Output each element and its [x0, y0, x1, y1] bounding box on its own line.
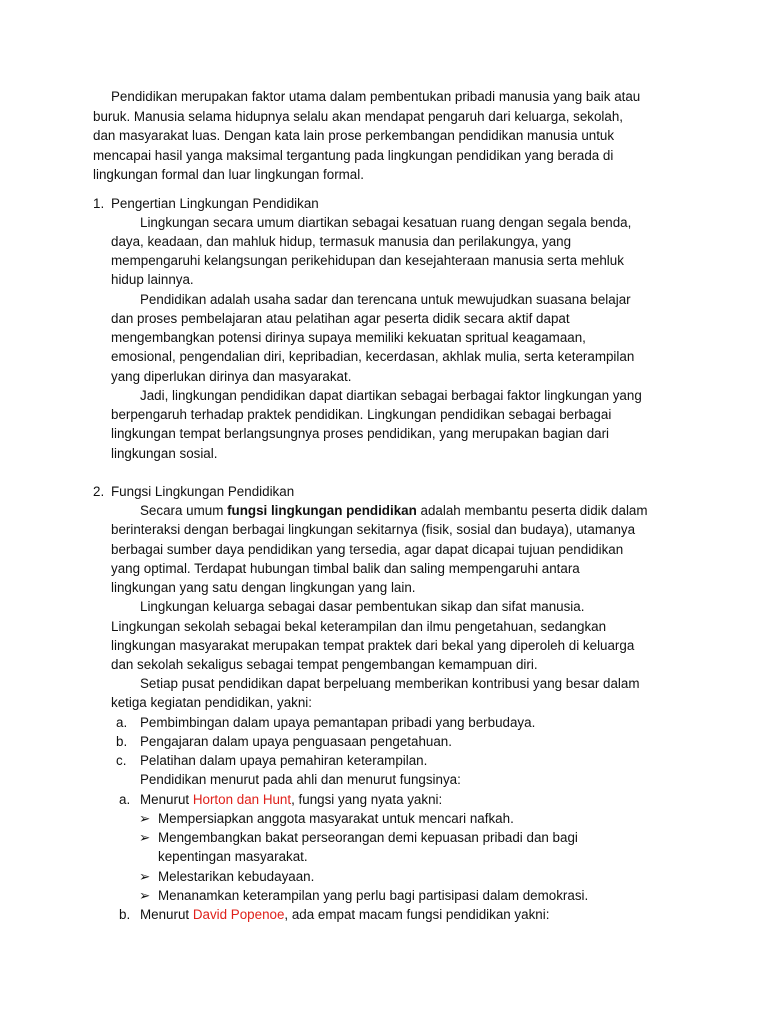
sub-item-marker: b. — [119, 907, 131, 922]
section2-line: lingkungan masyarakat merupakan tempat praktek dari bekal yang diperoleh di keluarga — [111, 638, 635, 653]
sub-item-b-post: , ada empat macam fungsi pendidikan yakni: — [284, 907, 550, 922]
section1-line: Pendidikan adalah usaha sadar dan terencana untuk mewujudkan suasana belajar — [140, 292, 631, 307]
arrow-bullet-icon: ➢ — [139, 811, 151, 826]
sub-item-a-pre: Menurut — [140, 792, 193, 807]
section2-line: yang optimal. Terdapat hubungan timbal balik dan saling mempengaruhi antara — [111, 561, 580, 576]
section2-line: ketiga kegiatan pendidikan, yakni: — [111, 695, 312, 710]
section1-line: mengembangkan potensi dirinya supaya memiliki kekuatan spritual keagamaan, — [111, 330, 586, 345]
section1-line: mempengaruhi kelangsungan perikehidupan dan kesejahteraan manusia serta mehluk — [111, 253, 624, 268]
section2-number: 2. — [93, 484, 105, 499]
section1-line: yang diperlukan dirinya dan masyarakat. — [111, 369, 352, 384]
section2-p1-bold: fungsi lingkungan pendidikan — [227, 503, 417, 518]
section2-line: Setiap pusat pendidikan dapat berpeluang memberikan kontribusi yang besar dalam — [140, 676, 640, 691]
section2-p1-pre: Secara umum — [140, 503, 228, 518]
bullet-text: kepentingan masyarakat. — [158, 849, 308, 864]
section1-line: berpengaruh terhadap praktek pendidikan. Lingkungan pendidikan sebagai berbagai — [111, 407, 612, 422]
section1-line: Jadi, lingkungan pendidikan dapat diartikan sebagai berbagai faktor lingkungan yang — [140, 388, 642, 403]
section1-line: dan proses pembelajaran atau pelatihan agar peserta didik secara aktif dapat — [111, 311, 570, 326]
section1-line: hidup lainnya. — [111, 272, 194, 287]
list-item-marker: c. — [116, 753, 127, 768]
section2-line: lingkungan yang satu dengan lingkungan yang lain. — [111, 580, 416, 595]
bullet-text: Mengembangkan bakat perseorangan demi kepuasan pribadi dan bagi — [158, 830, 578, 845]
bullet-text: Melestarikan kebudayaan. — [158, 869, 315, 884]
bullet-text: Mempersiapkan anggota masyarakat untuk mencari nafkah. — [158, 811, 514, 826]
expert-name-david-popenoe: David Popenoe — [192, 907, 285, 922]
list-item-marker: b. — [116, 734, 128, 749]
sub-item-marker: a. — [119, 792, 131, 807]
list-item-marker: a. — [116, 715, 128, 730]
intro-line: Pendidikan merupakan faktor utama dalam pembentukan pribadi manusia yang baik atau — [111, 89, 641, 104]
sub-item-b — [140, 905, 549, 924]
intro-line: mencapai hasil yanga maksimal tergantung pada lingkungan pendidikan yang berada di — [93, 148, 614, 163]
section2-p1-post: adalah membantu peserta didik dalam — [416, 503, 648, 518]
section1-line: lingkungan tempat berlangsungnya proses pendidikan, yang merupakan bagian dari — [111, 426, 610, 441]
arrow-bullet-icon: ➢ — [139, 869, 151, 884]
list-item-text: Pelatihan dalam upaya pemahiran keterampilan. — [140, 753, 428, 768]
section2-line: berinteraksi dengan berbagai lingkungan sekitarnya (fisik, sosial dan budaya), utamanya — [111, 522, 636, 537]
section2-line: berbagai sumber daya pendidikan yang tersedia, agar dapat dicapai tujuan pendidikan — [111, 542, 624, 557]
intro-line: buruk. Manusia selama hidupnya selalu akan mendapat pengaruh dari keluarga, sekolah, — [93, 109, 624, 124]
list-item-text: Pembimbingan dalam upaya pemantapan pribadi yang berbudaya. — [140, 715, 536, 730]
section2-line: dan sekolah sekaligus sebagai tempat pengembangan kemampuan diri. — [111, 657, 538, 672]
section2-heading: Fungsi Lingkungan Pendidikan — [111, 484, 295, 499]
sub-item-a-post: , fungsi yang nyata yakni: — [291, 792, 443, 807]
section2-first-line — [140, 501, 648, 520]
section2-line: Lingkungan sekolah sebagai bekal keterampilan dan ilmu pengetahuan, sedangkan — [111, 619, 607, 634]
intro-line: lingkungan formal dan luar lingkungan formal. — [93, 167, 364, 182]
list-item-text: Pengajaran dalam upaya penguasaan pengetahuan. — [140, 734, 452, 749]
sub-item-a — [140, 790, 442, 809]
section1-line: lingkungan sosial. — [111, 446, 218, 461]
experts-intro: Pendidikan menurut pada ahli dan menurut fungsinya: — [140, 772, 461, 787]
section1-line: Lingkungan secara umum diartikan sebagai kesatuan ruang dengan segala benda, — [140, 215, 632, 230]
section1-heading: Pengertian Lingkungan Pendidikan — [111, 196, 319, 211]
section1-number: 1. — [93, 196, 105, 211]
section1-line: emosional, pengendalian diri, kepribadian, kecerdasan, akhlak mulia, serta keterampilan — [111, 349, 635, 364]
arrow-bullet-icon: ➢ — [139, 830, 151, 845]
arrow-bullet-icon: ➢ — [139, 888, 151, 903]
section2-line: Lingkungan keluarga sebagai dasar pembentukan sikap dan sifat manusia. — [140, 599, 585, 614]
sub-item-b-pre: Menurut — [140, 907, 193, 922]
section1-line: daya, keadaan, dan mahluk hidup, termasuk manusia dan perilakungya, yang — [111, 234, 572, 249]
expert-name-horton-hunt: Horton dan Hunt — [192, 792, 292, 807]
intro-line: dan masyarakat luas. Dengan kata lain prose perkembangan pendidikan manusia untuk — [93, 128, 615, 143]
bullet-text: Menanamkan keterampilan yang perlu bagi partisipasi dalam demokrasi. — [158, 888, 589, 903]
